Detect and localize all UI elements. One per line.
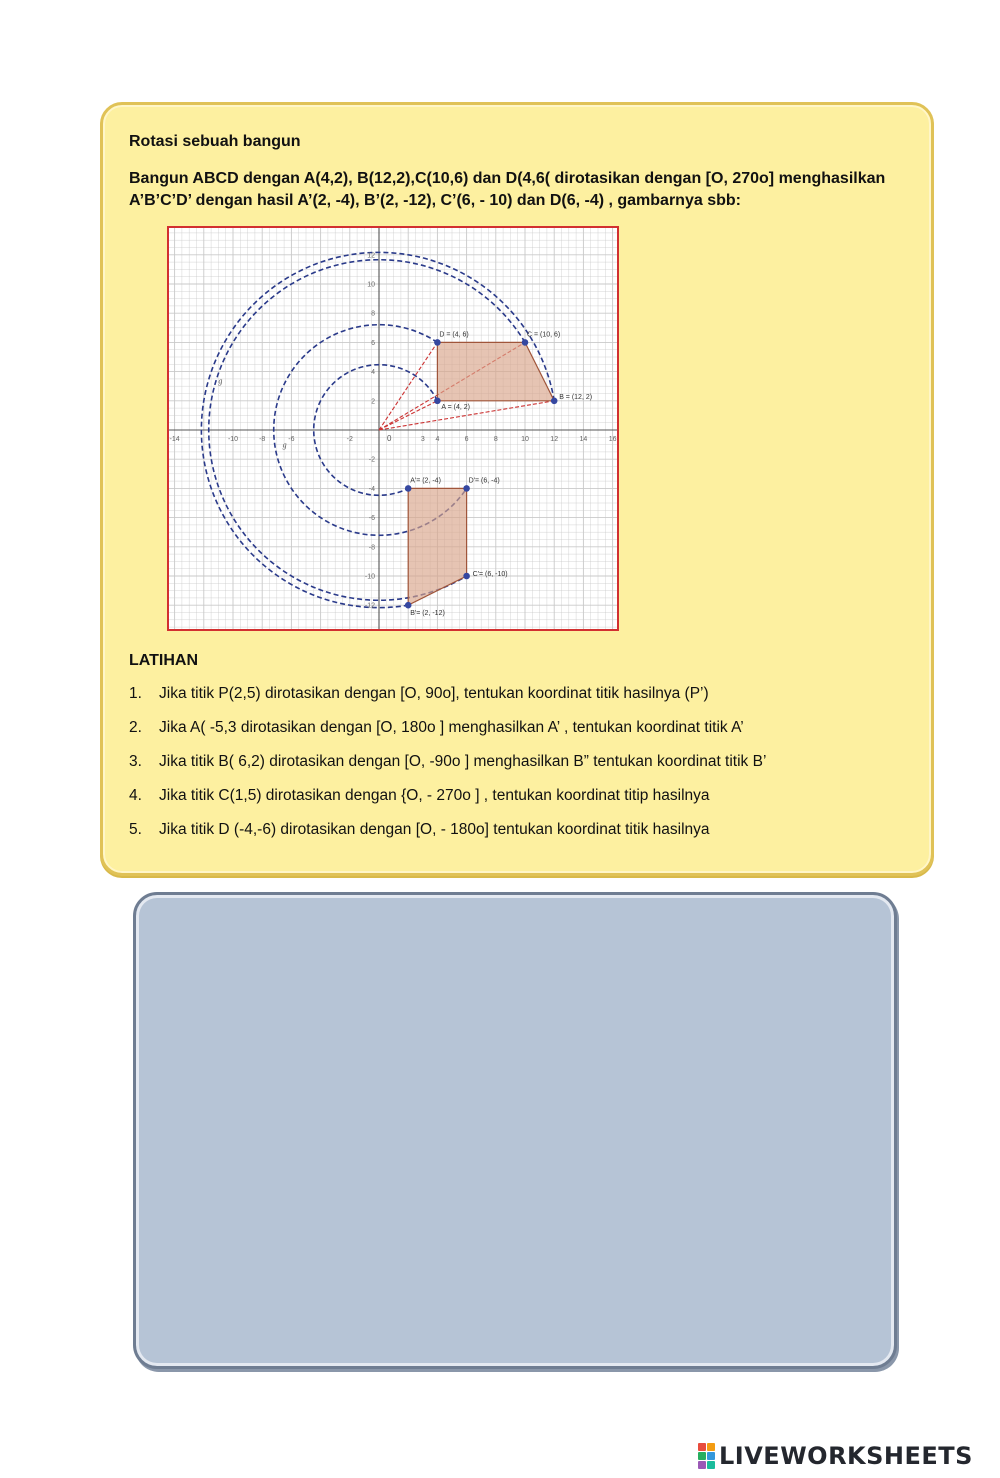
point-c1 — [463, 573, 470, 580]
point-d1 — [463, 485, 470, 492]
point-label-d1: D'= (6, -4) — [468, 477, 500, 485]
point-label-d: D = (4, 6) — [439, 331, 469, 339]
origin-label: 0 — [387, 434, 392, 443]
point-label-c: C = (10, 6) — [527, 331, 561, 339]
y-tick-label: -12 — [364, 602, 375, 610]
point-a — [434, 398, 441, 405]
point-label-c1: C'= (6, -10) — [472, 571, 508, 578]
arc-label: g — [218, 376, 223, 386]
labels — [170, 252, 617, 617]
grid — [169, 228, 617, 629]
x-tick-label: 10 — [521, 436, 529, 443]
liveworksheets-logo-icon — [698, 1443, 715, 1469]
exercise-item — [129, 685, 766, 719]
exercise-text: Jika A( -5,3 dirotasikan dengan [O, 180o ] menghasilkan A’ , tentukan koordinat titik A’ — [159, 719, 744, 736]
y-tick-label: -4 — [368, 485, 375, 493]
logo-square — [698, 1443, 706, 1451]
point-b — [551, 398, 558, 405]
x-tick-label: 12 — [550, 436, 559, 443]
shape-abcd-image — [408, 488, 466, 605]
exercise-item — [129, 787, 766, 821]
rotation-graph — [167, 226, 619, 631]
y-tick-label: 8 — [371, 310, 375, 318]
arc-label: g — [282, 440, 287, 450]
point-c — [522, 339, 529, 346]
latihan-heading: LATIHAN — [129, 652, 199, 669]
logo-square — [707, 1452, 715, 1460]
point-a1 — [405, 485, 412, 492]
y-tick-label: 10 — [367, 281, 375, 289]
logo-square — [698, 1461, 706, 1469]
exercise-item — [129, 821, 766, 855]
logo-text: LIVEWORKSHEETS — [719, 1442, 973, 1470]
x-tick-label: 6 — [464, 436, 469, 443]
exercise-text: Jika titik C(1,5) dirotasikan dengan {O, - 270o ] , tentukan koordinat titip hasilnya — [159, 787, 710, 804]
x-tick-label: 4 — [435, 436, 440, 443]
exercise-text: Jika titik P(2,5) dirotasikan dengan [O, 90o], tentukan koordinat titik hasilnya (P’) — [159, 685, 709, 702]
x-tick-label: -6 — [288, 436, 295, 443]
exercise-number: 2. — [129, 719, 142, 736]
x-tick-label: 3 — [420, 436, 425, 443]
y-tick-label: -10 — [364, 573, 375, 581]
point-d — [434, 339, 441, 346]
liveworksheets-logo[interactable] — [698, 1441, 973, 1471]
shape-abcd — [437, 342, 554, 400]
exercise-item — [129, 719, 766, 753]
exercise-number: 1. — [129, 685, 142, 702]
logo-square — [707, 1443, 715, 1451]
exercise-number: 4. — [129, 787, 142, 804]
answer-box[interactable] — [133, 892, 897, 1369]
y-tick-label: 12 — [367, 252, 375, 260]
y-tick-label: -2 — [368, 456, 375, 464]
y-tick-label: -8 — [368, 544, 375, 552]
exercise-text: Jika titik D (-4,-6) dirotasikan dengan [O, - 180o] tentukan koordinat titik hasilnya — [159, 821, 710, 838]
exercise-list — [129, 685, 766, 855]
exercise-item — [129, 753, 766, 787]
x-tick-label: -8 — [259, 436, 266, 443]
rotation-card — [100, 102, 934, 876]
intro-line-2: A’B’C’D’ dengan hasil A’(2, -4), B’(2, -12), C’(6, - 10) dan D(6, -4) , gambarnya sbb: — [129, 192, 741, 209]
y-tick-label: 2 — [371, 398, 375, 406]
y-tick-label: -6 — [368, 515, 375, 523]
x-tick-label: 8 — [493, 436, 498, 443]
graph-svg — [169, 228, 617, 629]
y-tick-label: 4 — [371, 369, 375, 377]
logo-square — [707, 1461, 715, 1469]
point-label-b: B = (12, 2) — [559, 393, 593, 401]
x-tick-label: 16 — [608, 436, 617, 443]
x-tick-label: -10 — [227, 436, 239, 443]
intro-line-1: Bangun ABCD dengan A(4,2), B(12,2),C(10,6) dan D(4,6( dirotasikan dengan [O, 270o] menghasilkan — [129, 170, 886, 187]
x-tick-label: -2 — [346, 436, 353, 443]
point-label-a1: A'= (2, -4) — [410, 477, 441, 485]
point-label-a: A = (4, 2) — [441, 403, 471, 411]
card-title: Rotasi sebuah bangun — [129, 133, 301, 150]
card-intro — [129, 168, 909, 212]
exercise-text: Jika titik B( 6,2) dirotasikan dengan [O, -90o ] menghasilkan B” tentukan koordinat titik B’ — [159, 753, 767, 770]
x-tick-label: -14 — [169, 436, 180, 443]
x-tick-label: 14 — [579, 436, 588, 443]
y-tick-label: 6 — [371, 339, 375, 347]
logo-square — [698, 1452, 706, 1460]
point-label-b1: B'= (2, -12) — [410, 610, 445, 618]
exercise-number: 3. — [129, 753, 142, 770]
point-b1 — [405, 602, 412, 609]
exercise-number: 5. — [129, 821, 142, 838]
